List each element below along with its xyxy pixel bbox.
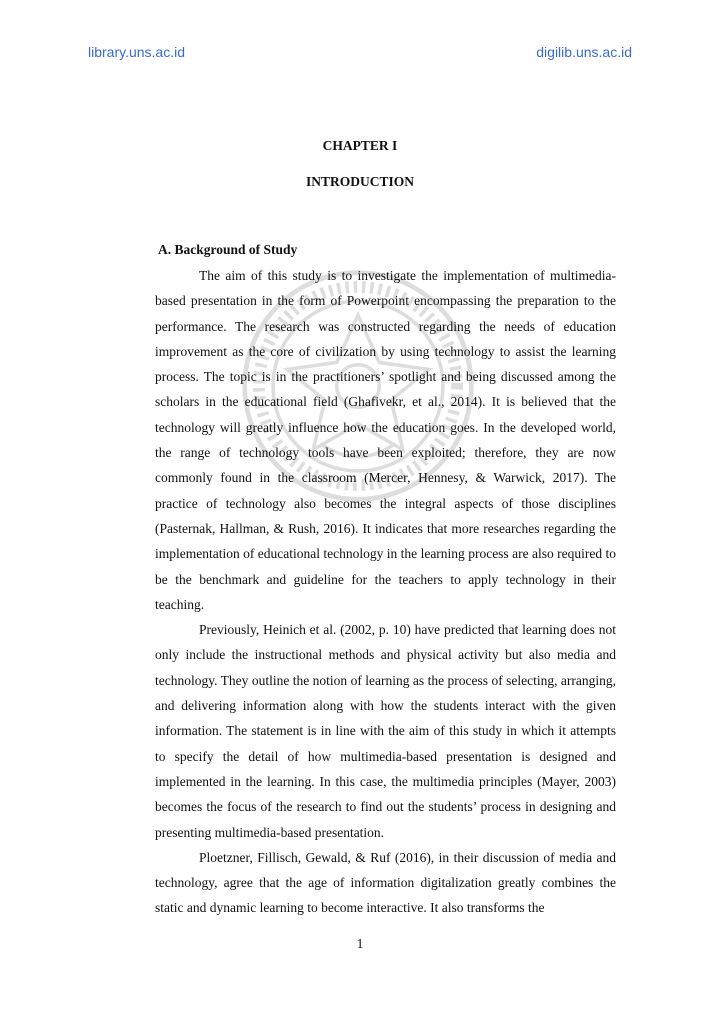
paragraph: Ploetzner, Fillisch, Gewald, & Ruf (2016), in their discussion of media and technology, agree that the age of information digitalization greatly combines the static and dynamic learning to become interactive. It also transforms the <box>155 849 616 916</box>
body-text <box>155 263 616 921</box>
chapter-heading: CHAPTER I <box>322 138 398 153</box>
header-left-url: library.uns.ac.id <box>88 44 186 60</box>
header-right-url: digilib.uns.ac.id <box>536 44 632 60</box>
section-heading: A. Background of Study <box>158 242 298 257</box>
paragraph: Previously, Heinich et al. (2002, p. 10) have predicted that learning does not only include the instructional methods and physical activity but also media and technology. They outline the notion of learning as the process of selecting, arranging, and delivering information along with how the students interact with the given information. The statement is in line with the aim of this study in which it attempts to specify the detail of how multimedia-based presentation is designed and implemented in the learning. In this case, the multimedia principles (Mayer, 2003) becomes the focus of the research to find out the students’ process in designing and presenting multimedia-based presentation. <box>155 622 616 840</box>
chapter-title: INTRODUCTION <box>305 174 414 189</box>
paragraph: The aim of this study is to investigate the implementation of multimedia-based presentation in the form of Powerpoint encompassing the preparation to the performance. The research was constructed regarding the needs of education improvement as the core of civilization by using technology to assist the learning process. The topic is in the practitioners’ spotlight and being discussed among the scholars in the educational field (Ghafivekr, et al., 2014). It is believed that the technology will greatly influence how the education goes. In the developed world, the range of technology tools have been exploited; therefore, they are now commonly found in the classroom (Mercer, Hennesy, & Warwick, 2017). The practice of technology also becomes the integral aspects of those disciplines (Pasternak, Hallman, & Rush, 2016). It indicates that more researches regarding the implementation of educational technology in the learning process are also required to be the benchmark and guideline for the teachers to apply technology in their teaching. <box>155 268 616 612</box>
page-number: 1 <box>356 936 364 951</box>
